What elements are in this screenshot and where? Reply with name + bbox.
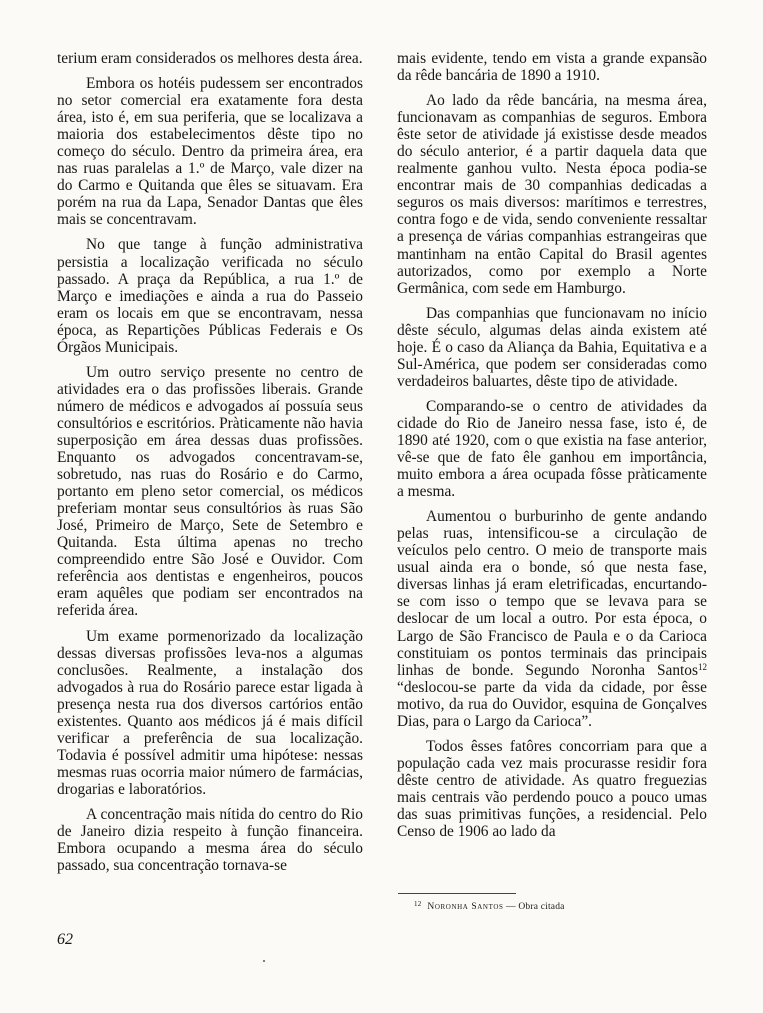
footnote-text: — Obra citada [503,902,565,912]
paragraph: Um outro serviço presente no centro de atividades era o das profissões liberais. Grande número de médicos e advogados aí possuía seus consultórios e escritórios. Pràticamente não havia superposição em área dessas duas profissões. Enquanto os advogados concentravam-se, sobretudo, nas ruas do Rosário e do Carmo, portanto em pleno setor comercial, os médicos preferiam montar seus consultórios às ruas São José, Primeiro de Março, Sete de Setembro e Quitanda. Esta última apenas no trecho compreendido entre São José e Ouvidor. Com referência aos dentistas e engenheiros, poucos eram aquêles que podiam ser encontrados na referida área. [57,363,363,620]
paragraph: Comparando-se o centro de atividades da cidade do Rio de Janeiro nessa fase, isto é, de 1890 até 1920, com o que existia na fase anterior, vê-se que de fato êle ganhou em importância, muito embora a área ocupada fôsse pràticamente a mesma. [397,397,707,501]
paragraph: Ao lado da rêde bancária, na mesma área, funcionavam as companhias de seguros. Embora êste setor de atividade já existisse desde meados do século anterior, é a partir daquela data que realmente ganhou vulto. Nesta época podia-se encontrar mais de 30 companhias dedicadas a seguros os mais diversos: marítimos e terrestres, contra fogo e de vida, sendo conveniente ressaltar a presença de várias companhias estrangeiras que mantinham na então Capital do Brasil agentes autorizados, como por exemplo a Norte Germânica, com sede em Hamburgo. [397,92,707,297]
paragraph: Um exame pormenorizado da localização dessas diversas profissões leva-nos a algumas conclusões. Realmente, a instalação dos advogados à rua do Rosário parece estar ligada à presença nesta rua dos diversos cartórios então existentes. Quanto aos médicos já é mais difícil verificar a preferência de sua localização. Todavia é possível admitir uma hipótese: nessas mesmas ruas ocorria maior número de farmácias, drogarias e laboratórios. [57,627,363,798]
right-text-column [397,50,707,848]
paragraph: Das companhias que funcionavam no início dêste século, algumas delas ainda existem até hoje. É o caso da Aliança da Bahia, Equitativa e a Sul-América, que podem ser consideradas como verdadeiros baluartes, dêste tipo de atividade. [397,304,707,390]
footnote-divider [398,893,516,894]
paragraph: terium eram considerados os melhores desta área. [57,50,363,67]
paragraph: Embora os hotéis pudessem ser encontrados no setor comercial era exatamente fora desta área, isto é, em sua periferia, que se localizava a maioria dos estabelecimentos dêste tipo no começo do século. Dentro da primeira área, era nas ruas paralelas a 1.º de Março, vale dizer na do Carmo e Quitanda que êles se situavam. Era porém na rua da Lapa, Senador Dantas que êles mais se concentravam. [57,75,363,229]
paragraph-text: “deslocou-se parte da vida da cidade, por êsse motivo, da rua do Ouvidor, esquina de Gonçalves Dias, para o Largo da Carioca”. [397,678,707,730]
footnote [414,901,565,913]
left-text-column [57,50,363,882]
paragraph: Todos êsses fatôres concorriam para que a população cada vez mais procurasse residir fora dêste centro de atividade. As quatro freguezias mais centrais vão perdendo pouco a pouco umas das suas primitivas funções, a residencial. Pelo Censo de 1906 ao lado da [397,737,707,841]
print-speck [263,960,265,962]
paragraph: No que tange à função administrativa persistia a localização verificada no século passado. A praça da República, a rua 1.º de Março e imediações e ainda a rua do Passeio eram os locais em que se encontravam, nessa época, as Repartições Públicas Federais e Os Órgãos Municipais. [57,236,363,356]
paragraph-text: Aumentou o burburinho de gente andando pelas ruas, intensificou-se a circulação de veículos pelo centro. O meio de transporte mais usual ainda era o bonde, só que nesta fase, diversas linhas já eram eletrificadas, encurtando-se com isso o tempo que se levava para se deslocar de um local a outro. Por esta época, o Largo de São Francisco de Paula e o da Carioca constituiam os pontos terminais das principais linhas de bonde. Segundo Noronha Santos [397,508,707,679]
page-number: 62 [57,931,73,948]
footnote-reference: 12 [698,661,707,672]
paragraph-with-note [397,508,707,730]
footnote-author: Noronha Santos [427,902,504,912]
footnote-number: 12 [414,900,422,908]
paragraph: A concentração mais nítida do centro do Rio de Janeiro dizia respeito à função financeira. Embora ocupando a mesma área do século passado, sua concentração tornava-se [57,805,363,875]
paragraph: mais evidente, tendo em vista a grande expansão da rêde bancária de 1890 a 1910. [397,50,707,85]
